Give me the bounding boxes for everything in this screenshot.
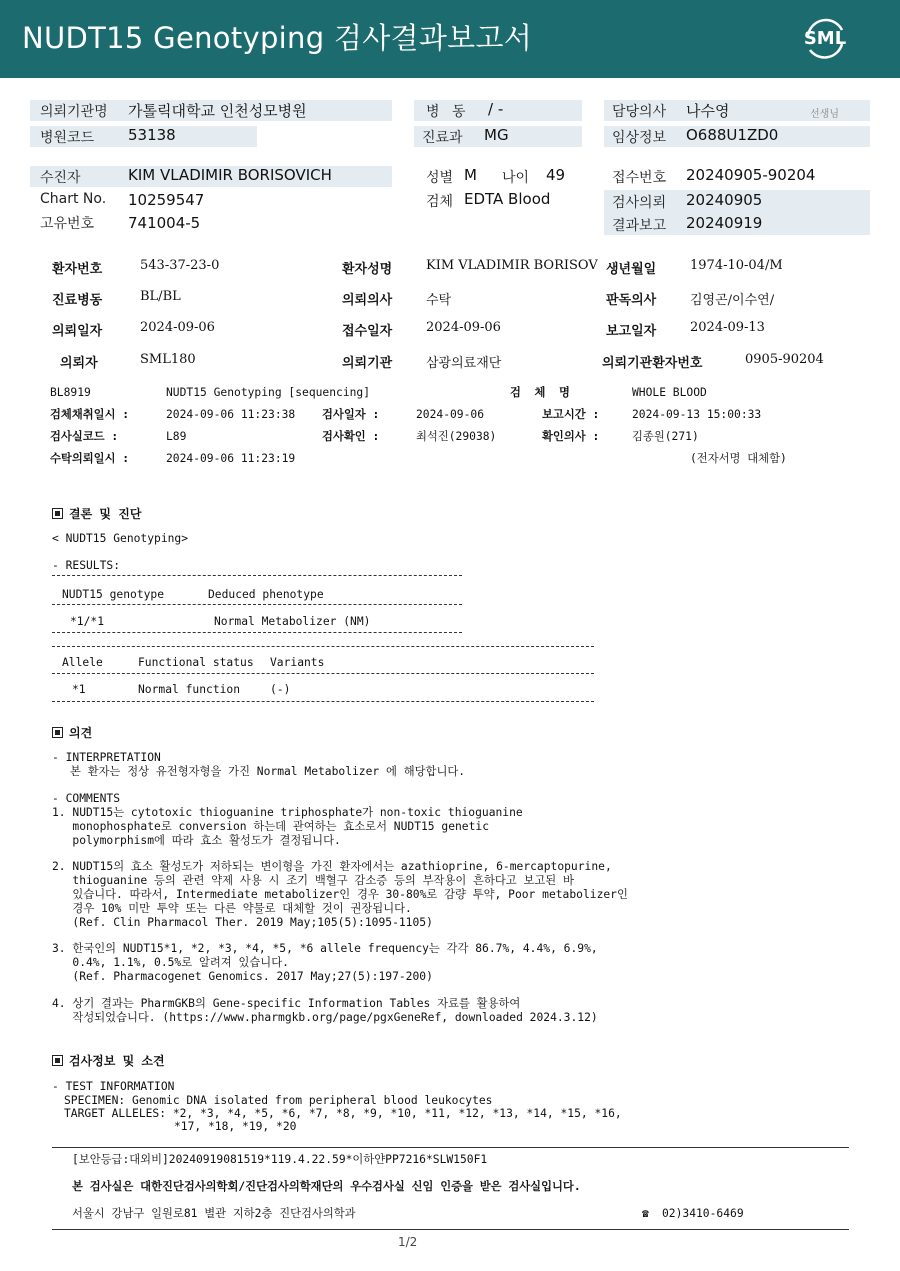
lab-r3-v2: 2024-09-06 xyxy=(426,320,501,335)
sex-value: M xyxy=(464,166,477,184)
comment-2-line-3: 있습니다. 따라서, Intermediate metabolizer인 경우 30-80%로 감량 투약, Poor metabolizer인 xyxy=(52,888,628,901)
id-label: 고유번호 xyxy=(40,216,95,232)
comment-3-line-2: 0.4%, 1.1%, 0.5%로 알려져 있습니다. xyxy=(52,956,289,969)
page-number: 1/2 xyxy=(398,1235,418,1249)
clinical-value: O688U1ZD0 xyxy=(686,126,779,144)
institution-label: 의뢰기관명 xyxy=(40,104,108,120)
ward-value: / - xyxy=(488,100,504,118)
col-status: Functional status xyxy=(138,656,254,669)
hospital-code-label: 병원코드 xyxy=(40,130,95,146)
report-title: NUDT15 Genotyping 검사결과보고서 xyxy=(22,21,533,55)
clinical-label: 임상정보 xyxy=(612,130,667,146)
results-label: - RESULTS: xyxy=(52,559,121,572)
report-time-value: 2024-09-13 15:00:33 xyxy=(632,408,762,421)
age-label: 나이 xyxy=(502,170,530,186)
receipt-label: 접수번호 xyxy=(612,170,667,186)
testinfo-alleles-2: *17, *18, *19, *20 xyxy=(174,1120,297,1133)
age-value: 49 xyxy=(546,166,566,184)
footer-phone: 02)3410-6469 xyxy=(662,1207,744,1220)
allele-value: *1 xyxy=(72,683,86,696)
status-value: Normal function xyxy=(138,683,241,696)
comment-2-line-1: 2. NUDT15의 효소 활성도가 저하되는 변이형을 가진 환자에서는 azathioprine, 6-mercaptopurine, xyxy=(52,860,612,873)
comment-1-line-3: polymorphism에 따라 효소 활성도가 결정됩니다. xyxy=(52,834,341,847)
lab-r2-v2: 수탁 xyxy=(426,293,452,308)
divider xyxy=(52,673,594,674)
collect-label: 검체채취일시 : xyxy=(50,408,130,421)
doctor-value-2: 김종원(271) xyxy=(632,430,699,443)
lab-r2-v3: 김영곤/이수연/ xyxy=(690,293,775,308)
test-specimen-value: WHOLE BLOOD xyxy=(632,386,707,399)
lab-r4-l2: 의뢰기관 xyxy=(342,356,393,371)
lab-r1-v2: KIM VLADIMIR BORISOV xyxy=(426,258,598,273)
section-testinfo xyxy=(52,1052,165,1069)
patient-value: KIM VLADIMIR BORISOVICH xyxy=(128,166,332,184)
dept-label: 진료과 xyxy=(422,130,463,146)
report-header xyxy=(0,0,900,78)
lab-r4-l3: 의뢰기관환자번호 xyxy=(602,356,703,371)
lab-r2-l2: 의뢰의사 xyxy=(342,293,393,308)
testinfo-label: - TEST INFORMATION xyxy=(52,1080,175,1093)
comments-label: - COMMENTS xyxy=(52,792,121,805)
square-bullet-icon xyxy=(52,1055,63,1066)
variants-value: (-) xyxy=(270,683,291,696)
test-code: BL8919 xyxy=(50,386,91,399)
comment-1-line-1: 1. NUDT15는 cytotoxic thioguanine triphosphate가 non-toxic thioguanine xyxy=(52,806,523,819)
square-bullet-icon xyxy=(52,508,63,519)
divider xyxy=(52,646,594,647)
testinfo-specimen: SPECIMEN: Genomic DNA isolated from peripheral blood leukocytes xyxy=(64,1094,493,1107)
lab-r3-l2: 접수일자 xyxy=(342,324,393,339)
lab-r4-v2: 삼광의료재단 xyxy=(426,356,502,371)
sml-logo xyxy=(800,14,850,64)
footer-divider-top xyxy=(52,1147,849,1148)
divider xyxy=(52,701,594,702)
receipt-value: 20240905-90204 xyxy=(686,166,816,184)
section-conclusion-label: 결론 및 진단 xyxy=(69,507,142,521)
lab-r2-l3: 판독의사 xyxy=(606,293,657,308)
lab-r3-l3: 보고일자 xyxy=(606,324,657,339)
lab-r4-v1: SML180 xyxy=(140,352,196,367)
doctor-label-2: 확인의사 : xyxy=(542,430,600,443)
lab-r1-l2: 환자성명 xyxy=(342,262,393,277)
patient-label: 수진자 xyxy=(40,170,81,186)
footer-security: [보안등급:대외비]20240919081519*119.4.22.59*이하얀PP7216*SLW150F1 xyxy=(72,1153,488,1166)
comment-4-line-2: 작성되었습니다. (https://www.pharmgkb.org/page/pgxGeneRef, downloaded 2024.3.12) xyxy=(52,1011,598,1024)
lab-r1-l3: 생년월일 xyxy=(606,262,657,277)
footer-divider-bottom xyxy=(52,1229,849,1230)
phenotype-value: Normal Metabolizer (NM) xyxy=(214,615,371,628)
confirm-value: 최석진(29038) xyxy=(416,430,497,443)
col-allele: Allele xyxy=(62,656,103,669)
comment-2-line-5: (Ref. Clin Pharmacol Ther. 2019 May;105(5):1095-1105) xyxy=(52,916,433,929)
genotype-value: *1/*1 xyxy=(70,615,105,628)
section-opinion xyxy=(52,724,92,741)
institution-value: 가톨릭대학교 인천성모병원 xyxy=(128,102,307,120)
sex-label: 성별 xyxy=(426,170,454,186)
consign-value: 2024-09-06 11:23:19 xyxy=(166,452,296,465)
col-phenotype: Deduced phenotype xyxy=(208,588,324,601)
ward-label: 병 동 xyxy=(426,104,470,120)
room-label: 검사실코드 : xyxy=(50,430,119,443)
divider xyxy=(52,604,462,605)
report-value: 20240919 xyxy=(686,214,763,232)
test-specimen-label: 검 체 명 xyxy=(510,386,570,399)
request-label: 검사의뢰 xyxy=(612,195,667,211)
section-testinfo-label: 검사정보 및 소견 xyxy=(69,1054,165,1068)
col-genotype: NUDT15 genotype xyxy=(62,588,165,601)
comment-2-line-2: thioguanine 등의 관련 약제 사용 시 조기 백혈구 감소증 등의 부작용이 흔하다고 보고된 바 xyxy=(52,874,574,887)
lab-r3-v3: 2024-09-13 xyxy=(690,320,765,335)
report-time-label: 보고시간 : xyxy=(542,408,600,421)
lab-r4-l1: 의뢰자 xyxy=(60,356,98,371)
chart-label: Chart No. xyxy=(40,191,107,207)
lab-r3-v1: 2024-09-06 xyxy=(140,320,215,335)
id-value: 741004-5 xyxy=(128,214,201,232)
esign-note: (전자서명 대체함) xyxy=(690,452,787,465)
comment-2-line-4: 경우 10% 미만 투약 또는 다른 약물로 대체할 것이 권장됩니다. xyxy=(52,902,412,915)
square-bullet-icon xyxy=(52,727,63,738)
consign-label: 수탁의뢰일시 : xyxy=(50,452,130,465)
specimen-label: 검체 xyxy=(426,194,454,210)
request-value: 20240905 xyxy=(686,191,763,209)
lab-r2-v1: BL/BL xyxy=(140,289,181,304)
confirm-label: 검사확인 : xyxy=(322,430,380,443)
test-date-value: 2024-09-06 xyxy=(416,408,485,421)
dept-value: MG xyxy=(484,126,509,144)
doctor-label: 담당의사 xyxy=(612,104,667,120)
report-label: 결과보고 xyxy=(612,218,667,234)
testinfo-alleles-1: TARGET ALLELES: *2, *3, *4, *5, *6, *7, *8, *9, *10, *11, *12, *13, *14, *15, *16, xyxy=(64,1107,622,1120)
comment-3-line-3: (Ref. Pharmacogenet Genomics. 2017 May;27(5):197-200) xyxy=(52,970,433,983)
section-conclusion xyxy=(52,505,141,522)
results-title: < NUDT15 Genotyping> xyxy=(52,532,189,545)
phone-icon: ☎ xyxy=(642,1207,649,1220)
divider xyxy=(52,632,462,633)
lab-r4-v3: 0905-90204 xyxy=(745,352,824,367)
lab-r2-l1: 진료병동 xyxy=(52,293,103,308)
test-name: NUDT15 Genotyping [sequencing] xyxy=(166,386,371,399)
test-date-label: 검사일자 : xyxy=(322,408,380,421)
doctor-value: 나수영 xyxy=(686,102,730,120)
doctor-suffix: 선생님 xyxy=(810,109,839,120)
collect-value: 2024-09-06 11:23:38 xyxy=(166,408,296,421)
chart-value: 10259547 xyxy=(128,191,205,209)
lab-r1-l1: 환자번호 xyxy=(52,262,103,277)
comment-4-line-1: 4. 상기 결과는 PharmGKB의 Gene-specific Information Tables 자료를 활용하여 xyxy=(52,997,521,1010)
comment-1-line-2: monophosphate로 conversion 하는데 관여하는 효소로서 NUDT15 genetic xyxy=(52,820,490,833)
footer-address: 서울시 강남구 일원로81 별관 지하2층 진단검사의학과 xyxy=(72,1207,356,1220)
specimen-value: EDTA Blood xyxy=(464,190,551,208)
lab-r1-v1: 543-37-23-0 xyxy=(140,258,220,273)
footer-cert: 본 검사실은 대한진단검사의학회/진단검사의학재단의 우수검사실 신임 인증을 받은 검사실입니다. xyxy=(72,1180,581,1193)
section-opinion-label: 의견 xyxy=(69,726,93,740)
lab-r3-l1: 의뢰일자 xyxy=(52,324,103,339)
interpretation-text: 본 환자는 정상 유전형자형을 가진 Normal Metabolizer 에 해당합니다. xyxy=(70,765,466,778)
room-value: L89 xyxy=(166,430,187,443)
hospital-code-value: 53138 xyxy=(128,126,176,144)
interpretation-label: - INTERPRETATION xyxy=(52,751,161,764)
col-variants: Variants xyxy=(270,656,325,669)
lab-r1-v3: 1974-10-04/M xyxy=(690,258,783,273)
comment-3-line-1: 3. 한국인의 NUDT15*1, *2, *3, *4, *5, *6 allele frequency는 각각 86.7%, 4.4%, 6.9%, xyxy=(52,942,598,955)
divider xyxy=(52,575,462,576)
logo-text: SML xyxy=(803,28,847,49)
